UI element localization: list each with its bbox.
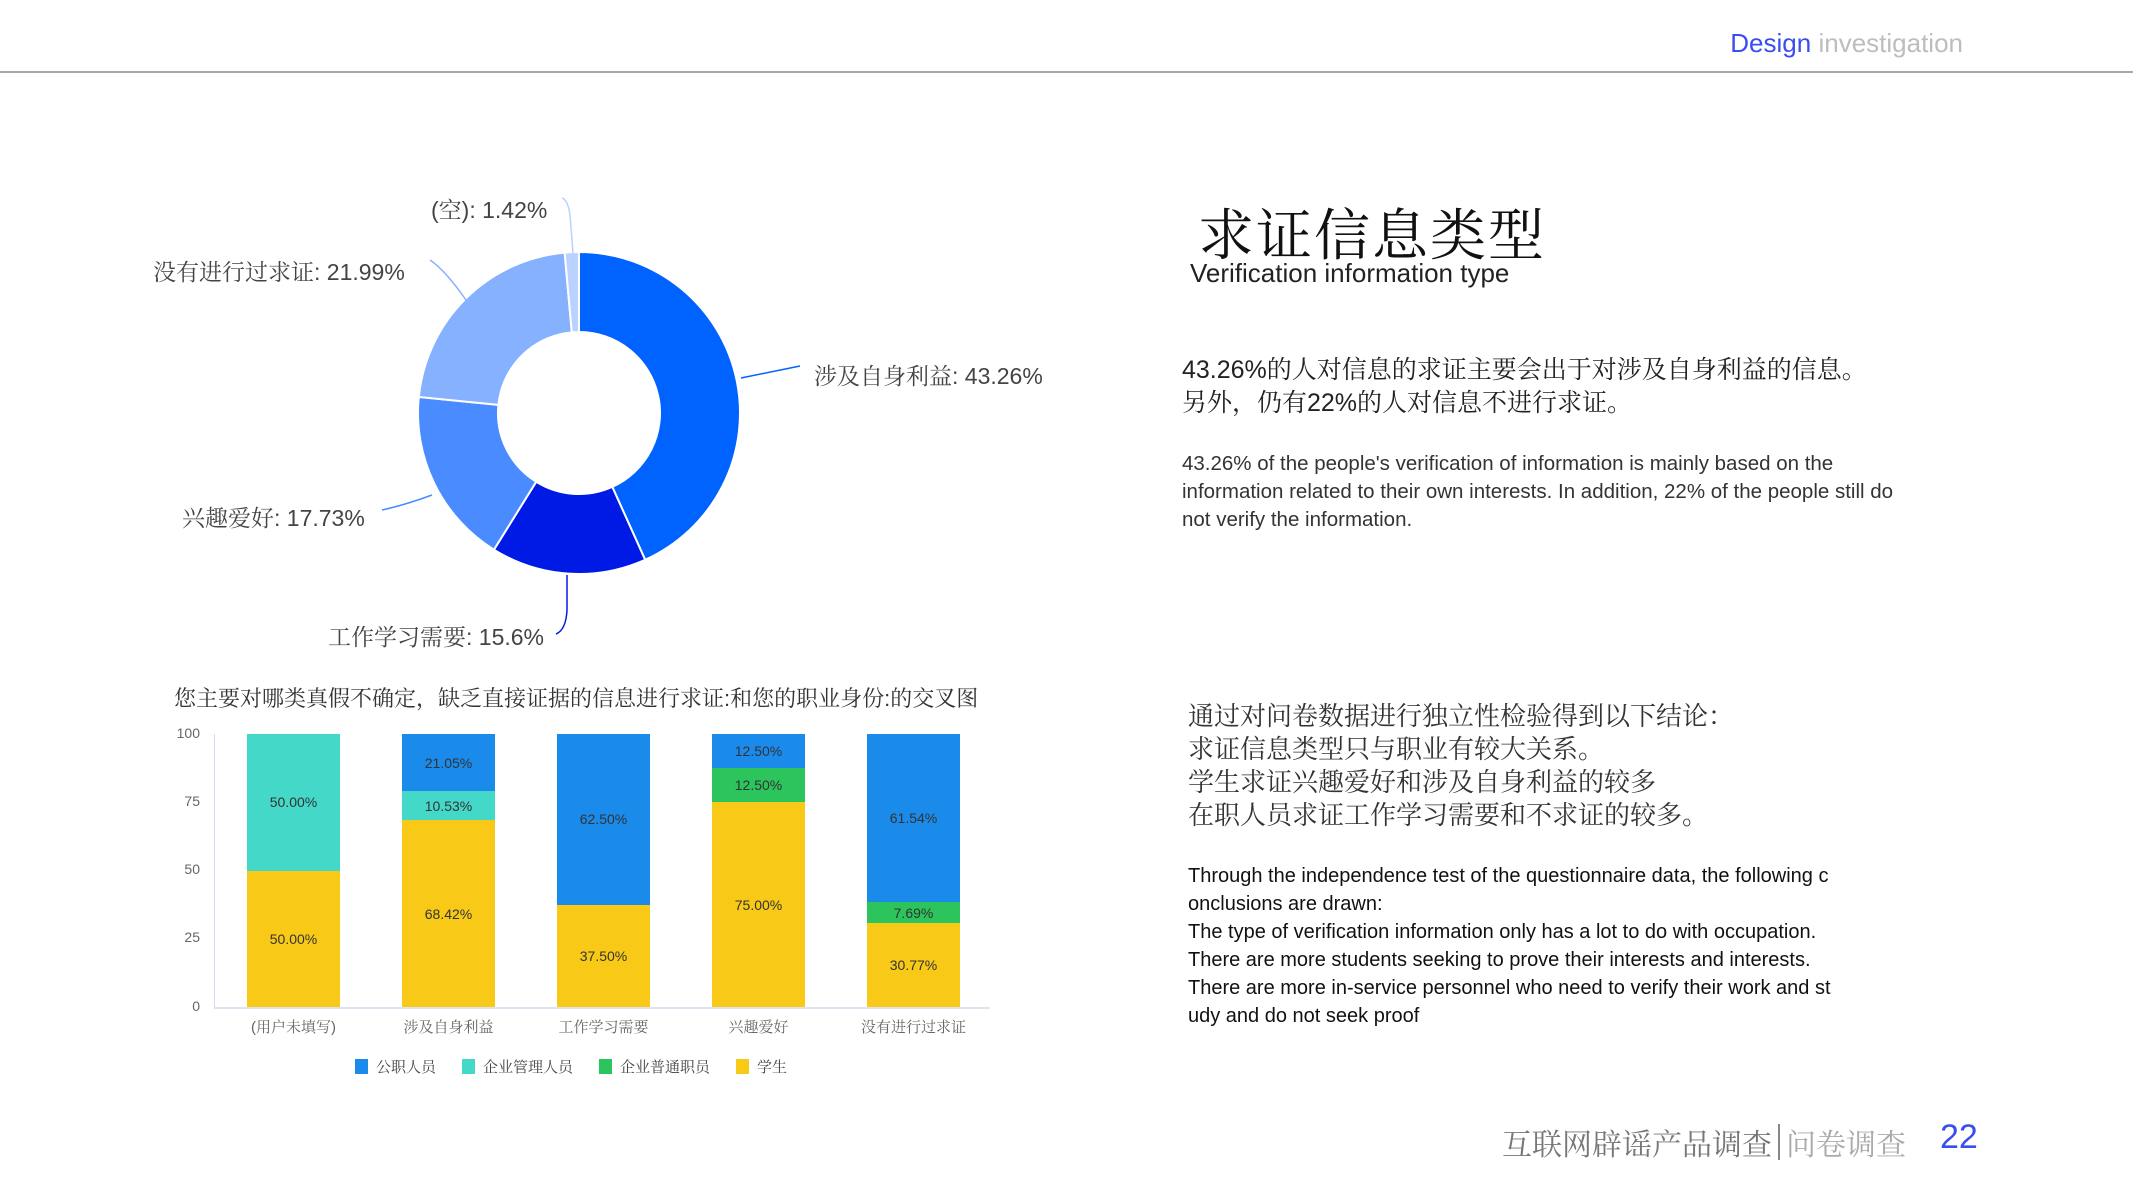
x-label-self-interest: 涉及自身利益 xyxy=(403,1019,494,1036)
footer-subtitle: 问卷调查 xyxy=(1786,1129,1906,1162)
bar-segment[interactable]: 7.69% xyxy=(867,902,960,923)
bar-stack[interactable] xyxy=(402,734,495,1007)
legend-swatch-icon xyxy=(462,1059,475,1074)
bar-segment[interactable]: 30.77% xyxy=(867,923,960,1007)
y-tick-25: 25 xyxy=(184,929,200,945)
legend-label: 企业普通职员 xyxy=(620,1059,711,1076)
conclusion-en xyxy=(1188,862,1908,1030)
bar-segment[interactable]: 12.50% xyxy=(712,734,805,768)
conclusion-en-line: onclusions are drawn: xyxy=(1188,893,1383,915)
legend-label: 学生 xyxy=(757,1059,788,1076)
bar-segment[interactable]: 12.50% xyxy=(712,768,805,802)
page-number: 22 xyxy=(1940,1118,1978,1156)
conclusion-en-line: Through the independence test of the questionnaire data, the following c xyxy=(1188,865,1829,887)
conclusion-cn-line: 求证信息类型只与职业有较大关系。 xyxy=(1188,734,1605,764)
legend-item-civil-servant[interactable] xyxy=(355,1056,436,1077)
bar-stack[interactable] xyxy=(867,734,960,1007)
bar-segment[interactable]: 21.05% xyxy=(402,734,495,791)
leader-line xyxy=(430,260,466,300)
x-label-hobby: 兴趣爱好 xyxy=(728,1019,789,1036)
donut-slice[interactable] xyxy=(419,253,572,405)
legend-item-enterprise-manager[interactable] xyxy=(462,1056,573,1077)
donut-label-hobby: 兴趣爱好: 17.73% xyxy=(182,505,365,531)
summary-cn-line: 另外，仍有22%的人对信息不进行求证。 xyxy=(1182,389,1633,417)
donut-label-self-interest: 涉及自身利益: 43.26% xyxy=(814,363,1043,389)
bar-segment[interactable]: 61.54% xyxy=(867,734,960,902)
legend-item-enterprise-staff[interactable] xyxy=(599,1056,710,1077)
donut-label-no-verify: 没有进行过求证: 21.99% xyxy=(153,259,405,285)
conclusion-cn xyxy=(1188,700,1734,832)
conclusion-en-line: There are more students seeking to prove their interests and interests. xyxy=(1188,949,1811,971)
legend-label: 公职人员 xyxy=(376,1059,437,1076)
header-title-rest: investigation xyxy=(1818,28,1963,58)
x-axis xyxy=(214,1007,990,1009)
conclusion-en-line: There are more in-service personnel who need to verify their work and st xyxy=(1188,977,1831,999)
legend-swatch-icon xyxy=(355,1059,368,1074)
leader-line xyxy=(382,495,432,510)
bar-stack[interactable] xyxy=(712,734,805,1007)
y-tick-75: 75 xyxy=(184,793,200,809)
leader-line xyxy=(741,366,800,378)
y-tick-100: 100 xyxy=(176,725,200,741)
y-tick-0: 0 xyxy=(192,998,200,1014)
conclusion-cn-line: 通过对问卷数据进行独立性检验得到以下结论： xyxy=(1188,701,1735,731)
footer xyxy=(1502,1120,1906,1164)
legend-swatch-icon xyxy=(599,1059,612,1074)
bar-segment[interactable]: 37.50% xyxy=(557,905,650,1007)
summary-en: 43.26% of the people's verification of information is mainly based on the information related to their own interests. In addition, 22% of the people still do not verify the information. xyxy=(1182,452,1894,531)
donut-label-empty: (空): 1.42% xyxy=(431,197,548,223)
legend-item-student[interactable] xyxy=(736,1056,787,1077)
legend-swatch-icon xyxy=(736,1059,749,1074)
bar-segment[interactable]: 62.50% xyxy=(557,734,650,905)
x-label-no-verify: 没有进行过求证 xyxy=(860,1019,966,1036)
donut-chart xyxy=(0,0,1100,660)
y-tick-50: 50 xyxy=(184,861,200,877)
summary-cn-line: 43.26%的人对信息的求证主要会出于对涉及自身利益的信息。 xyxy=(1182,356,1867,384)
legend-label: 企业管理人员 xyxy=(483,1059,574,1076)
header-title xyxy=(1730,28,1963,59)
bar-segment[interactable]: 50.00% xyxy=(247,734,340,871)
conclusion-cn-line: 在职人员求证工作学习需要和不求证的较多。 xyxy=(1188,800,1709,830)
page-title: 求证信息类型 xyxy=(1198,204,1546,267)
bar-chart-title: 您主要对哪类真假不确定，缺乏直接证据的信息进行求证:和您的职业身份:的交叉图 xyxy=(174,686,979,711)
bar-segment[interactable]: 10.53% xyxy=(402,791,495,820)
footer-title: 互联网辟谣产品调查 xyxy=(1502,1129,1772,1162)
summary-cn xyxy=(1182,354,1867,420)
donut-label-work-study: 工作学习需要: 15.6% xyxy=(328,624,544,650)
x-label-work-study: 工作学习需要 xyxy=(558,1019,649,1036)
footer-divider xyxy=(1778,1124,1780,1160)
conclusion-en-line: The type of verification information only has a lot to do with occupation. xyxy=(1188,921,1817,943)
bar-stack[interactable] xyxy=(247,734,340,1007)
leader-line xyxy=(562,198,573,253)
header-title-accent: Design xyxy=(1730,28,1812,58)
bar-segment[interactable]: 68.42% xyxy=(402,820,495,1007)
conclusion-cn-line: 学生求证兴趣爱好和涉及自身利益的较多 xyxy=(1188,767,1657,797)
bar-chart-legend xyxy=(355,1056,787,1077)
conclusion-en-line: udy and do not seek proof xyxy=(1188,1005,1420,1027)
x-label-unfilled: (用户未填写) xyxy=(251,1019,336,1036)
page-subtitle: Verification information type xyxy=(1190,258,1510,288)
bar-segment[interactable]: 50.00% xyxy=(247,871,340,1008)
bar-stack[interactable] xyxy=(557,734,650,1007)
bar-segment[interactable]: 75.00% xyxy=(712,802,805,1007)
leader-line xyxy=(556,575,567,634)
y-axis xyxy=(214,734,215,1008)
